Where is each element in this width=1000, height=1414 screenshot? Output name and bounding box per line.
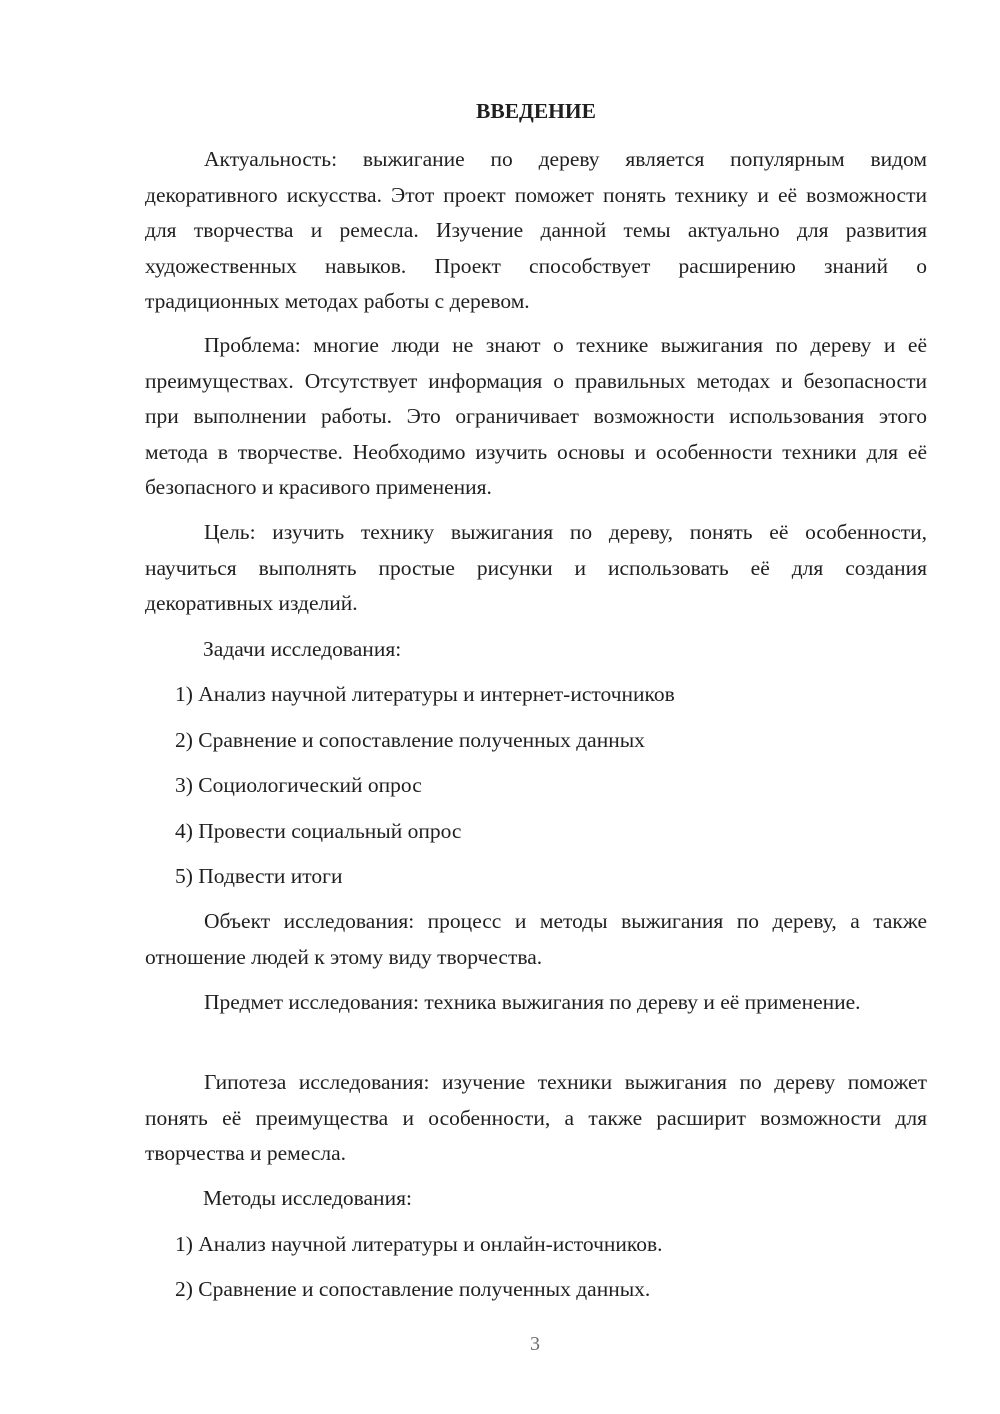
list-item: 4) Провести социальный опрос: [175, 819, 462, 843]
page-number: 3: [530, 1333, 540, 1355]
list-item: 3) Социологический опрос: [175, 773, 422, 797]
list-item: 2) Сравнение и сопоставление полученных данных.: [175, 1277, 651, 1301]
goal-paragraph: Цель: изучить технику выжигания по дереву, понять её особенности, научиться выполнять простые рисунки и использовать её для создания декоративных изделий.: [145, 520, 927, 615]
hypothesis-paragraph: Гипотеза исследования: изучение техники выжигания по дереву поможет понять её преимущества и особенности, а также расширит возможности для творчества и ремесла.: [145, 1070, 927, 1165]
subject-paragraph: Предмет исследования: техника выжигания по дереву и её применение.: [204, 990, 861, 1014]
list-item: 1) Анализ научной литературы и интернет-источников: [175, 682, 675, 706]
tasks-heading: Задачи исследования:: [203, 637, 402, 661]
relevance-paragraph: Актуальность: выжигание по дереву является популярным видом декоративного искусства. Этот проект поможет понять технику и её возможности для творчества и ремесла. Изучение данной темы актуально для развития художественных навыков. Проект способствует расширению знаний о традиционных методах работы с деревом.: [145, 147, 927, 313]
methods-heading: Методы исследования:: [203, 1186, 412, 1210]
section-title: ВВЕДЕНИЕ: [476, 99, 596, 123]
list-item: 5) Подвести итоги: [175, 864, 343, 888]
problem-paragraph: Проблема: многие люди не знают о технике выжигания по дереву и её преимуществах. Отсутствует информация о правильных методах и безопасности при выполнении работы. Это ограничивает возможности использования этого метода в творчестве. Необходимо изучить основы и особенности техники для её безопасного и красивого применения.: [145, 333, 927, 499]
object-paragraph: Объект исследования: процесс и методы выжигания по дереву, а также отношение людей к этому виду творчества.: [145, 909, 927, 969]
list-item: 1) Анализ научной литературы и онлайн-источников.: [175, 1232, 663, 1256]
list-item: 2) Сравнение и сопоставление полученных данных: [175, 728, 645, 752]
